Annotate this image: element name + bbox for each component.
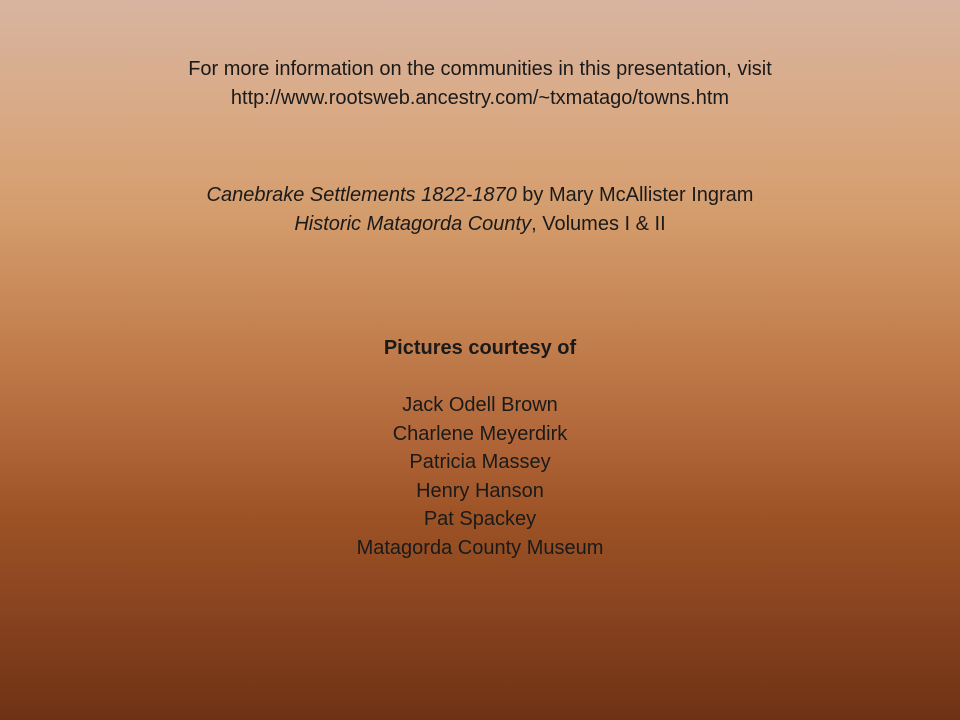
reference-volumes: , Volumes I & II	[531, 212, 666, 235]
spacer	[0, 363, 960, 392]
credit-name: Jack Odell Brown	[402, 394, 558, 416]
credit-name: Patricia Massey	[409, 451, 551, 473]
credit-name: Henry Hanson	[416, 479, 544, 502]
towns-url: http://www.rootsweb.ancestry.com/~txmatago/towns.htm	[230, 86, 730, 109]
credit-name: Charlene Meyerdirk	[392, 422, 568, 445]
credit-name: Pat Spackey	[423, 508, 537, 530]
reference-historic-matagorda	[0, 210, 960, 239]
credits-block	[0, 334, 960, 562]
reference-title: Historic Matagorda County	[294, 212, 532, 235]
reference-title: Canebrake Settlements 1822-1870	[206, 184, 517, 206]
info-block	[0, 55, 960, 112]
references-block	[0, 181, 960, 238]
reference-canebrake	[0, 181, 960, 210]
reference-author: by Mary McAllister Ingram	[516, 184, 754, 206]
credit-name: Matagorda County Museum	[356, 536, 604, 559]
info-text: For more information on the communities in this presentation, visit	[188, 58, 772, 80]
credits-heading: Pictures courtesy of	[383, 337, 577, 359]
